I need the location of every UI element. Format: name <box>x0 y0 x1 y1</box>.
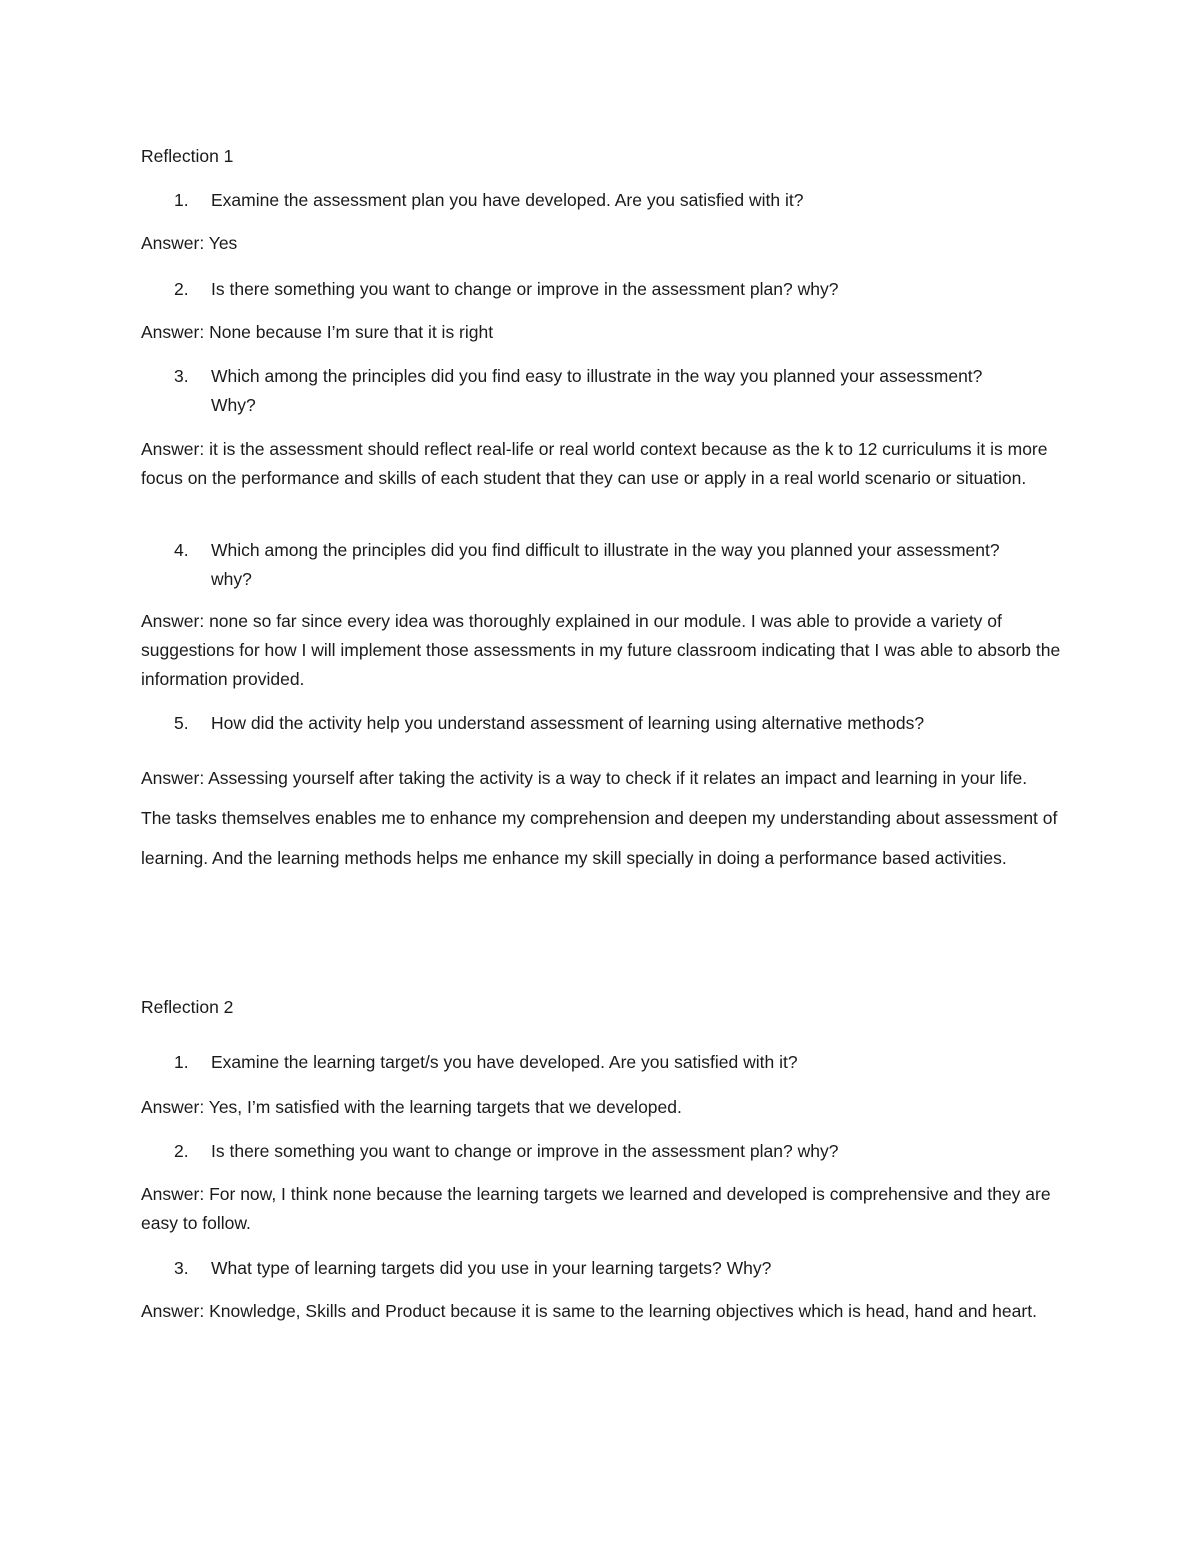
question-text: Is there something you want to change or improve in the assessment plan? why? <box>211 1141 839 1161</box>
reflection-2-question-2 <box>141 1137 1061 1166</box>
question-text: Which among the principles did you find easy to illustrate in the way you planned your assessment? Why? <box>211 366 983 415</box>
question-text: What type of learning targets did you use in your learning targets? Why? <box>211 1258 772 1278</box>
question-number: 1. <box>174 1052 189 1072</box>
reflection-1-answer-3: Answer: it is the assessment should reflect real-life or real world context because as the k to 12 curriculums it is more focus on the performance and skills of each student that they can use or apply in a real world scenario or situation. <box>141 439 1048 488</box>
reflection-2-title: Reflection 2 <box>141 997 234 1017</box>
reflection-2-answer-3: Answer: Knowledge, Skills and Product because it is same to the learning objectives which is head, hand and heart. <box>141 1301 1037 1321</box>
reflection-1-answer-4: Answer: none so far since every idea was thoroughly explained in our module. I was able to provide a variety of suggestions for how I will implement those assessments in my future classroom indicating that I was able to absorb the information provided. <box>141 611 1061 689</box>
reflection-1-answer-5: Answer: Assessing yourself after taking the activity is a way to check if it relates an impact and learning in your life. The tasks themselves enables me to enhance my comprehension and deepen my understanding about assessment of learning. And the learning methods helps me enhance my skill specially in doing a performance based activities. <box>141 768 1058 868</box>
reflection-1-question-3 <box>141 362 1061 420</box>
question-number: 2. <box>174 1141 189 1161</box>
reflection-2-question-3 <box>141 1254 1061 1283</box>
question-number: 2. <box>174 279 189 299</box>
reflection-1-question-1 <box>141 186 1061 215</box>
question-text: Is there something you want to change or improve in the assessment plan? why? <box>211 279 839 299</box>
reflection-1-question-5 <box>141 709 1061 738</box>
question-text: How did the activity help you understand assessment of learning using alternative methods? <box>211 713 925 733</box>
question-text: Which among the principles did you find difficult to illustrate in the way you planned your assessment? why? <box>211 540 1000 589</box>
reflection-1-title: Reflection 1 <box>141 146 234 166</box>
reflection-2-answer-1: Answer: Yes, I’m satisfied with the learning targets that we developed. <box>141 1097 682 1117</box>
reflection-2-question-1 <box>141 1048 1061 1077</box>
question-text: Examine the learning target/s you have developed. Are you satisfied with it? <box>211 1052 798 1072</box>
reflection-1-answer-1: Answer: Yes <box>141 233 238 253</box>
question-number: 1. <box>174 190 189 210</box>
question-number: 5. <box>174 713 189 733</box>
question-number: 3. <box>174 1258 189 1278</box>
reflection-1-answer-2: Answer: None because I’m sure that it is right <box>141 322 494 342</box>
reflection-2-answer-2: Answer: For now, I think none because the learning targets we learned and developed is comprehensive and they are easy to follow. <box>141 1184 1051 1233</box>
question-number: 3. <box>174 366 189 386</box>
reflection-1-question-4 <box>141 536 1061 594</box>
question-text: Examine the assessment plan you have developed. Are you satisfied with it? <box>211 190 804 210</box>
question-number: 4. <box>174 540 189 560</box>
reflection-1-question-2 <box>141 275 1061 304</box>
